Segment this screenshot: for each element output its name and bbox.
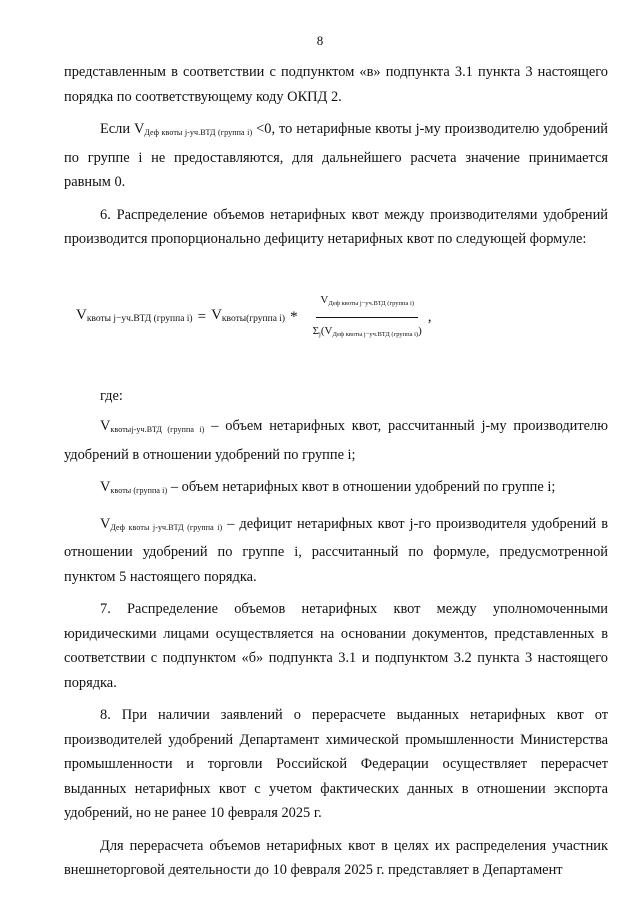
definition-2: $V_{квоты (группа i)}$ – объем нетарифных квот в отношении удобрений по группе i; (100, 479, 556, 495)
paragraph-9: Для перерасчета объемов нетарифных квот в целях их распределения участник внешнеторговой деятельности до 10 февраля 2025 г. представляет в Департамент (64, 837, 608, 878)
formula (76, 288, 608, 348)
formula-equals: = (197, 309, 207, 326)
where-label: где: (100, 387, 123, 404)
formula-fraction (309, 288, 426, 348)
formula-denominator: Σj(VДеф квоты j−уч.ВТД (группа i)) (312, 325, 422, 338)
paragraph-1: представленным в соответствии с подпунктом «в» подпункта 3.1 пункта 3 настоящего порядка по соответствующему коду ОКПД 2. (64, 64, 608, 105)
p2-pre: Если V (100, 121, 145, 137)
paragraph-7: 7. Распределение объемов нетарифных квот между уполномоченными юридическими лицами осуществляется на основании документов, представленных в соответствии с подпунктом «б» подпункта 3.1 и подпунктом 3.2 пункта 3 настоящего порядка. (64, 601, 608, 691)
paragraph-8: 8. При наличии заявлений о перерасчете выданных нетарифных квот от производителей удобрений Департамент химической промышленности Министерства промышленности и торговли Российской Федерации осуществляет перерасчет выданных нетарифных квот с учетом фактических данных в отношении экспорта удобрений, но не ранее 10 февраля 2025 г. (64, 707, 608, 821)
document-body (64, 60, 608, 891)
definition-3: $V_{Деф квоты j-уч.ВТД (группа i)}$ – дефицит нетарифных квот j-го производителя удобрений в отношении удобрений по группе i, рассчитанный по формуле, предусмотренной пунктом 5 настоящего порядка. (64, 515, 608, 585)
formula-numerator: VДеф квоты j−уч.ВТД (группа i) (316, 288, 418, 319)
page-number: 8 (316, 33, 324, 48)
definition-1: $V_{квотыj-уч.ВТД (группа i)}$ – объем нетарифных квот, рассчитанный j-му производителю удобрений в отношении удобрений по группе i; (64, 418, 608, 463)
p2-sub: Деф квоты j-уч.ВТД (группа i) (144, 128, 253, 137)
formula-lhs: Vквоты j−уч.ВТД (группа i) (76, 307, 193, 325)
paragraph-6: 6. Распределение объемов нетарифных квот между производителями удобрений производится пропорционально дефициту нетарифных квот по следующей формуле: (64, 206, 608, 247)
paragraph-2 (64, 117, 608, 195)
formula-rhs-term: Vквоты(группа i) (211, 307, 286, 325)
p2-post: <0, то нетарифные квоты j-му производителю удобрений по группе i не предоставляются, для дальнейшего расчета значение принимается равным 0. (64, 121, 608, 190)
formula-tail: , (427, 309, 432, 326)
formula-times: * (290, 309, 298, 326)
